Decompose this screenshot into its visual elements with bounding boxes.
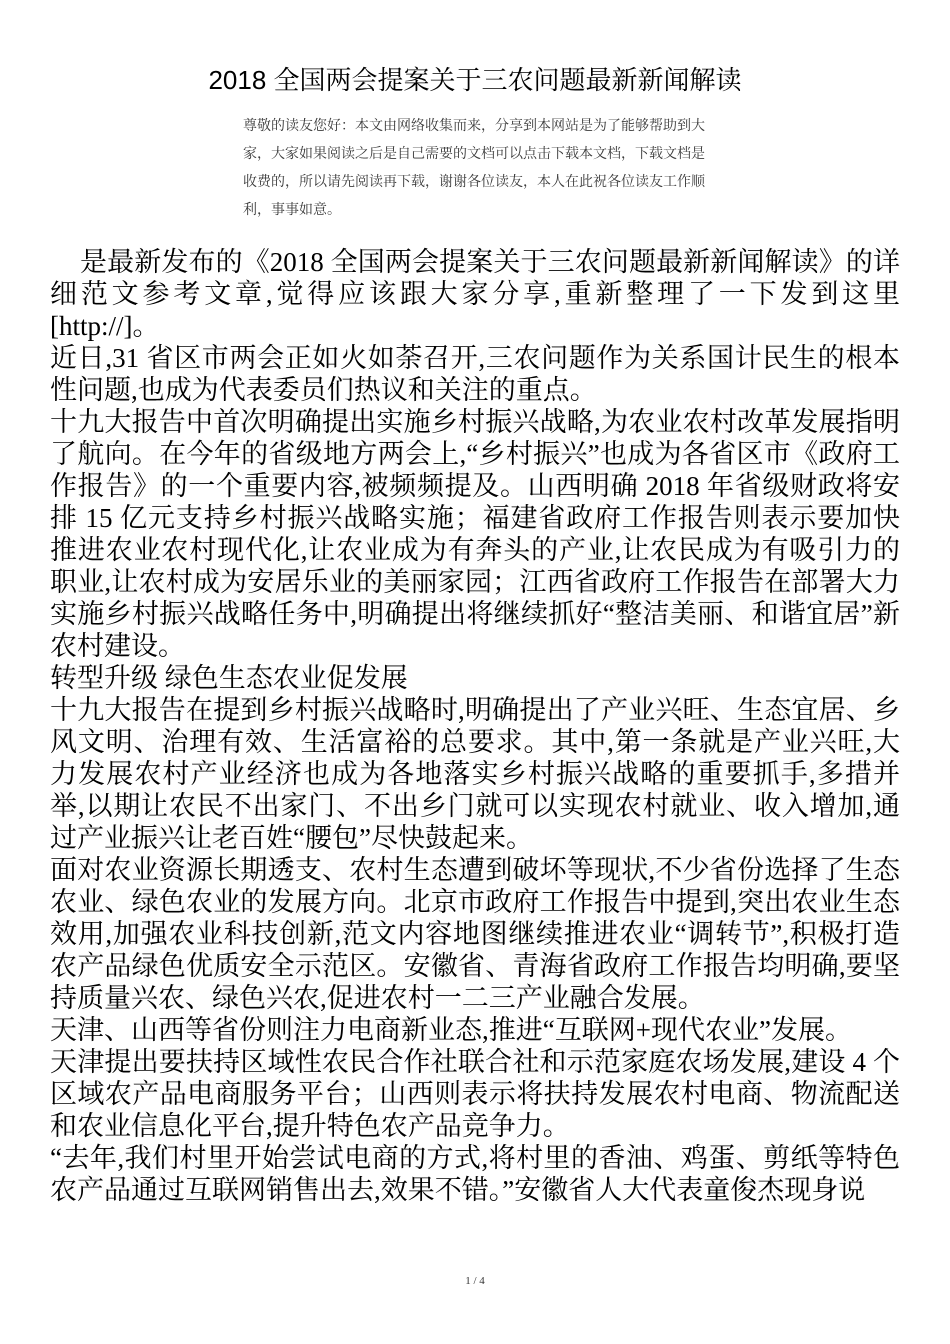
body-paragraph: 十九大报告在提到乡村振兴战略时,明确提出了产业兴旺、生态宜居、乡风文明、治理有效、生活富裕的总要求。其中,第一条就是产业兴旺,大力发展农村产业经济也成为各地落实乡村振兴战略的重要抓手,多措并举,以期让农民不出家门、不出乡门就可以实现农村就业、收入增加,通过产业振兴让老百姓“腰包”尽快鼓起来。 — [50, 695, 900, 853]
download-notice: 尊敬的读友您好：本文由网络收集而来，分享到本网站是为了能够帮助到大家，大家如果阅读之后是自己需要的文档可以点击下载本文档，下载文档是收费的，所以请先阅读再下载，谢谢各位读友，本人在此祝各位读友工作顺利，事事如意。 — [243, 117, 705, 217]
section-heading: 转型升级 绿色生态农业促发展 — [50, 663, 408, 693]
body-paragraph-intro: 是最新发布的《2018 全国两会提案关于三农问题最新新闻解读》的详细范文参考文章,觉得应该跟大家分享,重新整理了一下发到这里[http://]。 — [50, 247, 900, 341]
article-body — [50, 246, 900, 1206]
body-paragraph: 十九大报告中首次明确提出实施乡村振兴战略,为农业农村改革发展指明了航向。在今年的省级地方两会上,“乡村振兴”也成为各省区市《政府工作报告》的一个重要内容,被频频提及。山西明确 2018 年省级财政将安排 15 亿元支持乡村振兴战略实施；福建省政府工作报告则表示要加快推进农业农村现代化,让农业成为有奔头的产业,让农民成为有吸引力的职业,让农村成为安居乐业的美丽家园；江西省政府工作报告在部署大力实施乡村振兴战略任务中,明确提出将继续抓好“整洁美丽、和谐宜居”新农村建设。 — [50, 407, 900, 661]
body-paragraph: 面对农业资源长期透支、农村生态遭到破坏等现状,不少省份选择了生态农业、绿色农业的发展方向。北京市政府工作报告中提到,突出农业生态效用,加强农业科技创新,范文内容地图继续推进农业“调转节”,积极打造农产品绿色优质安全示范区。安徽省、青海省政府工作报告均明确,要坚持质量兴农、绿色兴农,促进农村一二三产业融合发展。 — [50, 855, 900, 1013]
body-paragraph: 天津提出要扶持区域性农民合作社联合社和示范家庭农场发展,建设 4 个区域农产品电商服务平台；山西则表示将扶持发展农村电商、物流配送和农业信息化平台,提升特色农产品竞争力。 — [50, 1047, 900, 1141]
body-paragraph: 近日,31 省区市两会正如火如荼召开,三农问题作为关系国计民生的根本性问题,也成为代表委员们热议和关注的重点。 — [50, 343, 900, 405]
body-paragraph: “去年,我们村里开始尝试电商的方式,将村里的香油、鸡蛋、剪纸等特色农产品通过互联网销售出去,效果不错。”安徽省人大代表童俊杰现身说 — [50, 1143, 900, 1205]
body-paragraph: 天津、山西等省份则注力电商新业态,推进“互联网+现代农业”发展。 — [50, 1015, 852, 1045]
page-number: 1 / 4 — [465, 1275, 485, 1287]
page-title: 2018 全国两会提案关于三农问题最新新闻解读 — [208, 65, 742, 95]
